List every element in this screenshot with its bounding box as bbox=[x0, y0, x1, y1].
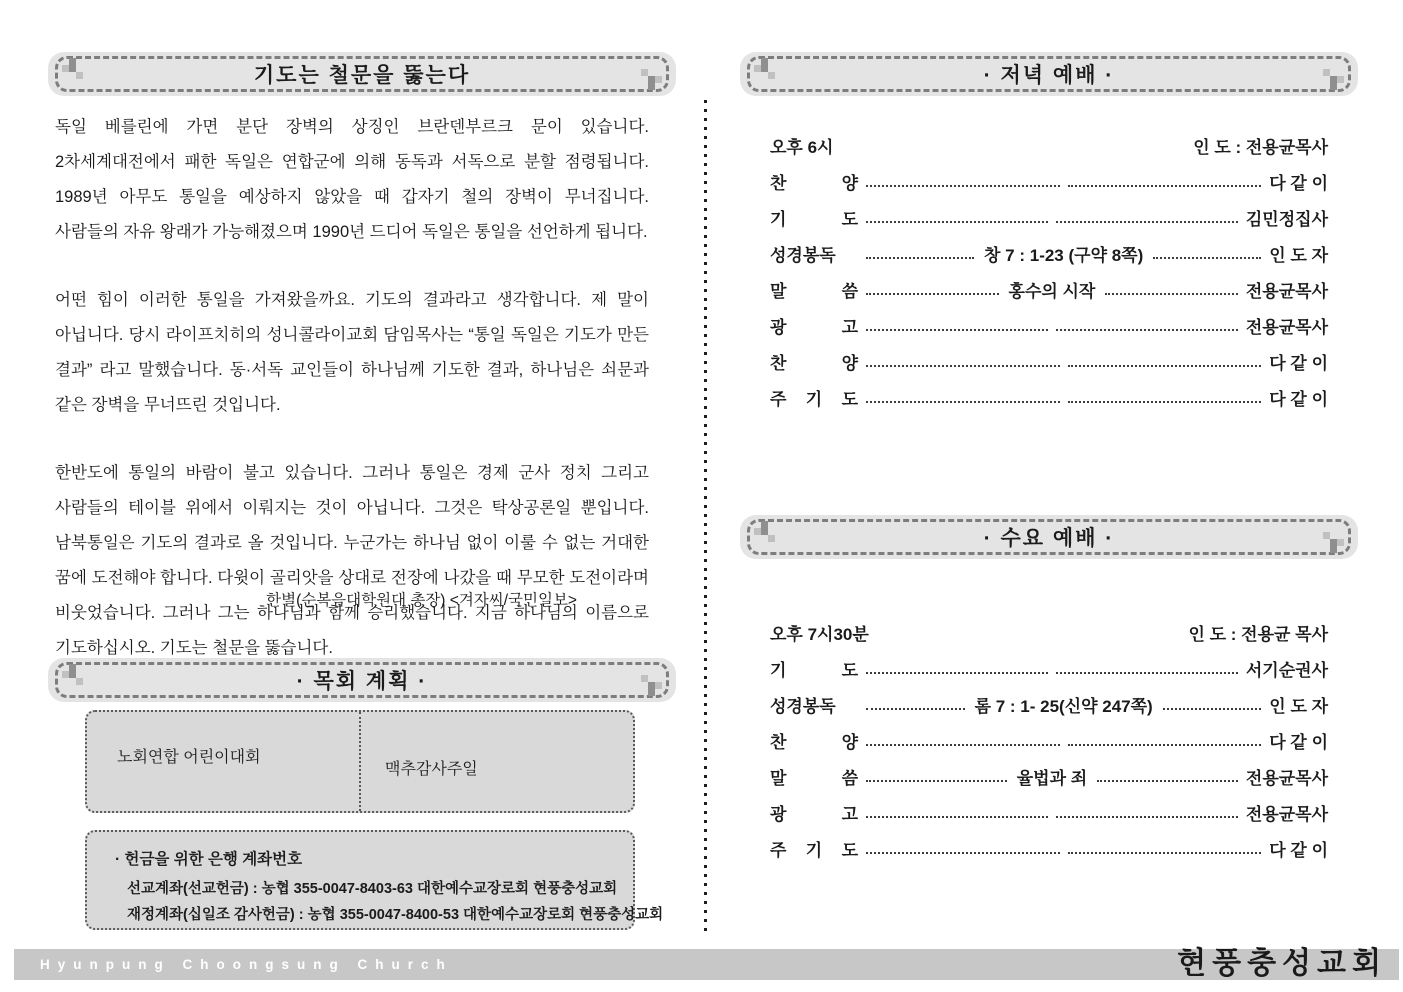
service-row-value: 전용균목사 bbox=[1245, 804, 1328, 824]
service-row-value: 전용균목사 bbox=[1245, 768, 1329, 788]
footer-church-signature: 현풍충성교회 bbox=[1177, 946, 1387, 981]
plan-item-label: 노회연합 어린이대회 bbox=[117, 749, 261, 766]
leader-dots bbox=[866, 662, 1048, 674]
service-row-detail: 율법과 죄 bbox=[1016, 768, 1088, 788]
service-time-row bbox=[770, 614, 1328, 650]
page-divider bbox=[704, 100, 707, 933]
service-row bbox=[770, 307, 1328, 343]
corner-deco-icon bbox=[1322, 68, 1344, 90]
ministry-plan-title: · 목회 계획 · bbox=[296, 670, 428, 693]
service-row-value: 인 도 자 bbox=[1269, 245, 1329, 265]
article-title: 기도는 철문을 뚫는다 bbox=[253, 64, 471, 87]
service-row bbox=[770, 235, 1328, 271]
service-row-value: 다 같 이 bbox=[1269, 173, 1328, 193]
service-row bbox=[770, 379, 1328, 415]
wednesday-service-title: · 수요 예배 · bbox=[983, 527, 1115, 550]
leader-dots bbox=[866, 211, 1048, 223]
service-row-value: 다 같 이 bbox=[1269, 353, 1328, 373]
service-row bbox=[770, 758, 1328, 794]
leader-dots bbox=[866, 355, 1060, 367]
service-row-label: 주 기 도 bbox=[770, 840, 858, 860]
wednesday-service-title-bar bbox=[740, 515, 1358, 559]
leader-dots bbox=[866, 319, 1048, 331]
service-row bbox=[770, 343, 1328, 379]
leader-dots bbox=[1068, 355, 1262, 367]
service-row-label: 기 도 bbox=[770, 209, 858, 229]
leader-dots bbox=[1056, 211, 1238, 223]
service-row-value: 다 같 이 bbox=[1269, 389, 1328, 409]
service-row-label: 말 씀 bbox=[770, 281, 858, 301]
leader-dots bbox=[1056, 662, 1238, 674]
bank-info-box bbox=[85, 830, 664, 930]
service-row-detail: 롬 7 : 1- 25(신약 247쪽) bbox=[974, 696, 1153, 716]
leader-dots bbox=[866, 283, 999, 295]
leader-dots bbox=[1068, 842, 1262, 854]
bank-account-line: 선교계좌(선교헌금) : 농협 355-0047-8403-63 대한예수교장로회 현풍충성교회 bbox=[127, 881, 618, 897]
service-row-label: 주 기 도 bbox=[770, 389, 858, 409]
article-title-bar bbox=[48, 52, 676, 96]
service-row bbox=[770, 830, 1328, 866]
leader-dots bbox=[866, 842, 1060, 854]
service-row bbox=[770, 794, 1328, 830]
leader-dots bbox=[1163, 698, 1262, 710]
service-row-value: 다 같 이 bbox=[1269, 732, 1328, 752]
leader-dots bbox=[866, 806, 1048, 818]
service-time: 오후 6시 bbox=[770, 137, 834, 157]
leader-dots bbox=[1105, 283, 1238, 295]
corner-deco-icon bbox=[754, 58, 776, 80]
evening-service-title: · 저녁 예배 · bbox=[983, 64, 1115, 87]
corner-deco-icon bbox=[640, 68, 662, 90]
bank-info-heading: · 헌금을 위한 은행 계좌번호 bbox=[115, 851, 303, 868]
article-paragraph: 어떤 힘이 이러한 통일을 가져왔을까요. 기도의 결과라고 생각합니다. 제 말이 아닙니다. 당시 라이프치히의 성니콜라이교회 담임목사는 “통일 독일은 기도가 만든 결과” 라고 말했습니다. 동·서독 교인들이 하나님께 기도한 결과, 하나님은 쇠문과 같은 장벽을 무너뜨린 것입니다. bbox=[55, 291, 649, 414]
service-rows bbox=[770, 163, 1328, 415]
service-row-value: 김민정집사 bbox=[1245, 209, 1328, 229]
service-row bbox=[770, 199, 1328, 235]
service-time: 오후 7시30분 bbox=[770, 624, 869, 644]
service-row-label: 찬 양 bbox=[770, 353, 858, 373]
footer-church-name-en: Hyunpung Choongsung Church bbox=[40, 957, 453, 972]
evening-service-order bbox=[770, 127, 1328, 415]
leader-dots bbox=[1097, 770, 1238, 782]
service-row bbox=[770, 271, 1328, 307]
corner-deco-icon bbox=[754, 521, 776, 543]
leader-dots bbox=[1068, 175, 1262, 187]
wednesday-service-order bbox=[770, 614, 1328, 866]
leader-dots bbox=[866, 734, 1060, 746]
leader-dots bbox=[1056, 319, 1238, 331]
service-leader: 인 도 : 전용균 목사 bbox=[1188, 624, 1328, 644]
leader-dots bbox=[1153, 247, 1261, 259]
service-row bbox=[770, 163, 1328, 199]
plan-item-label: 맥추감사주일 bbox=[385, 761, 478, 778]
service-row-detail: 창 7 : 1-23 (구약 8쪽) bbox=[984, 245, 1144, 265]
service-row-label: 말 씀 bbox=[770, 768, 858, 788]
service-row bbox=[770, 722, 1328, 758]
service-row-label: 성경봉독 bbox=[770, 245, 836, 265]
service-row-label: 찬 양 bbox=[770, 732, 858, 752]
service-row-label: 기 도 bbox=[770, 660, 858, 680]
bank-account-line: 재정계좌(십일조 감사헌금) : 농협 355-0047-8400-53 대한예수교장로회 현풍충성교회 bbox=[127, 907, 664, 923]
service-leader: 인 도 : 전용균목사 bbox=[1193, 137, 1328, 157]
ministry-plan-title-bar bbox=[48, 658, 676, 702]
service-row-value: 전용균목사 bbox=[1245, 317, 1328, 337]
service-row-label: 성경봉독 bbox=[770, 696, 836, 716]
article-body bbox=[55, 110, 649, 699]
service-row-label: 찬 양 bbox=[770, 173, 858, 193]
corner-deco-icon bbox=[1322, 531, 1344, 553]
corner-deco-icon bbox=[62, 58, 84, 80]
leader-dots bbox=[866, 175, 1060, 187]
leader-dots bbox=[866, 698, 965, 710]
service-row-detail: 홍수의 시작 bbox=[1008, 281, 1096, 301]
plan-item bbox=[87, 712, 359, 811]
service-row-label: 광 고 bbox=[770, 317, 858, 337]
ministry-plan-box bbox=[85, 710, 635, 813]
service-row-value: 서기순권사 bbox=[1245, 660, 1328, 680]
service-time-row bbox=[770, 127, 1328, 163]
service-rows bbox=[770, 650, 1328, 866]
service-row-value: 인 도 자 bbox=[1269, 696, 1329, 716]
service-row bbox=[770, 650, 1328, 686]
service-row-label: 광 고 bbox=[770, 804, 858, 824]
article-paragraph: 독일 베를린에 가면 분단 장벽의 상징인 브란덴부르크 문이 있습니다. 2차세계대전에서 패한 독일은 연합군에 의해 동독과 서독으로 분할 점령됩니다. 1989년 아무도 통일을 예상하지 않았을 때 갑자기 철의 장벽이 무너집니다. 사람들의 자유 왕래가 가능해졌으며 1990년 드디어 독일은 통일을 선언하게 됩니다. bbox=[55, 118, 649, 241]
leader-dots bbox=[1056, 806, 1238, 818]
leader-dots bbox=[1068, 391, 1262, 403]
article-paragraph: 한반도에 통일의 바람이 불고 있습니다. 그러나 통일은 경제 군사 정치 그리고 사람들의 테이블 위에서 이뤄지는 것이 아닙니다. 그것은 탁상공론일 뿐입니다. 남북통일은 기도의 결과로 올 것입니다. 누군가는 하나님 없이 이룰 수 없는 거대한 꿈에 도전해야 합니다. 다윗이 골리앗을 상대로 전장에 나갔을 때 무모한 도전이라며 비웃었습니다. 그러나 그는 하나님과 함께 승리했습니다. 지금 하나님의 이름으로 기도하십시오. 기도는 철문을 뚫습니다. bbox=[55, 464, 649, 657]
evening-service-title-bar bbox=[740, 52, 1358, 96]
corner-deco-icon bbox=[640, 674, 662, 696]
article-attribution: 한별(순복음대학원대 총장) <겨자씨/국민일보> bbox=[266, 592, 577, 609]
leader-dots bbox=[866, 391, 1060, 403]
service-row-value: 다 같 이 bbox=[1269, 840, 1328, 860]
service-row-value: 전용균목사 bbox=[1245, 281, 1328, 301]
plan-item bbox=[359, 712, 633, 811]
leader-dots bbox=[866, 247, 974, 259]
corner-deco-icon bbox=[62, 664, 84, 686]
service-row bbox=[770, 686, 1328, 722]
leader-dots bbox=[866, 770, 1007, 782]
leader-dots bbox=[1068, 734, 1262, 746]
